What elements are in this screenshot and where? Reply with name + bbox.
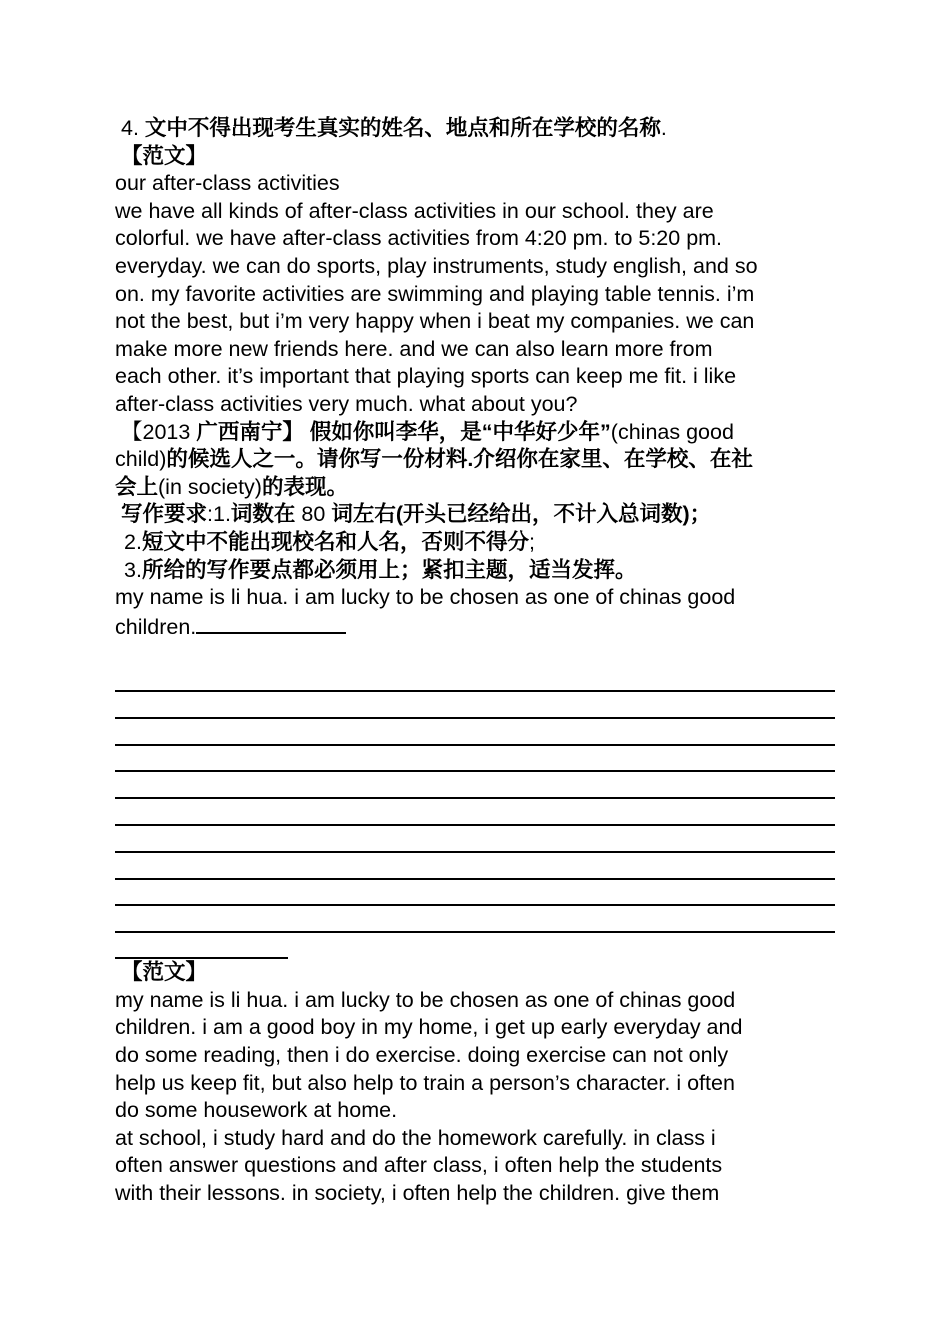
writing-requirement-2: 2.短文中不能出现校名和人名，否则不得分; — [124, 529, 535, 554]
essay-line: we have all kinds of after-class activities in our school. they are — [115, 198, 714, 223]
answer-line[interactable] — [115, 719, 835, 746]
answer-blank[interactable] — [196, 612, 346, 634]
requirement-4-text: 文中不得出现考生真实的姓名、地点和所在学校的名称 — [144, 116, 661, 140]
essay-line: often answer questions and after class, i often help the students — [115, 1153, 723, 1178]
essay-line: not the best, but i’m very happy when i beat my companies. we can — [115, 309, 755, 334]
answer-line[interactable] — [115, 826, 835, 853]
essay-line: at school, i study hard and do the homework carefully. in class i — [115, 1125, 716, 1150]
essay-line: my name is li hua. i am lucky to be chosen as one of chinas good — [115, 987, 736, 1012]
task-line-1: 【2013 广西南宁】 假如你叫李华，是“中华好少年”(chinas good — [121, 419, 734, 444]
essay-start-line-1: my name is li hua. i am lucky to be chosen as one of chinas good — [115, 585, 736, 610]
writing-requirement-3: 3.所给的写作要点都必须用上；紧扣主题，适当发挥。 — [124, 557, 637, 582]
essay-line: children. i am a good boy in my home, i get up early everyday and — [115, 1015, 743, 1040]
essay-line: with their lessons. in society, i often help the children. give them — [115, 1181, 720, 1205]
sample-essay-2-header: 【范文】 — [121, 960, 208, 985]
answer-line[interactable] — [115, 853, 835, 880]
answer-line[interactable] — [115, 746, 835, 773]
essay-line: help us keep fit, but also help to train a person’s character. i often — [115, 1070, 735, 1095]
sample-essay-1-header: 【范文】 — [121, 143, 208, 168]
essay-line: do some reading, then i do exercise. doing exercise can not only — [115, 1043, 729, 1068]
task-prompt — [115, 419, 837, 502]
essay-line: on. my favorite activities are swimming and playing table tennis. i’m — [115, 281, 755, 306]
answer-line[interactable] — [115, 692, 835, 719]
answer-line[interactable] — [115, 665, 835, 692]
writing-requirement-1: 写作要求:1.词数在 80 词左右(开头已经给出，不计入总词数)； — [121, 502, 712, 527]
essay-line: do some housework at home. — [115, 1098, 398, 1123]
essay-line: make more new friends here. and we can also learn more from — [115, 336, 713, 361]
document-content — [115, 115, 837, 1208]
sample-essay-2-body — [115, 987, 837, 1208]
answer-line-short[interactable] — [115, 933, 288, 959]
task-line-2: child)的候选人之一。请你写一份材料.介绍你在家里、在学校、在社 — [115, 447, 753, 472]
essay-line: everyday. we can do sports, play instruments, study english, and so — [115, 253, 758, 278]
requirement-4-end: . — [660, 116, 667, 140]
essay-start-line-2: children. — [115, 612, 837, 640]
essay-line: each other. it’s important that playing sports can keep me fit. i like — [115, 364, 737, 389]
answer-line[interactable] — [115, 799, 835, 826]
answer-line[interactable] — [115, 772, 835, 799]
answer-line[interactable] — [115, 906, 835, 933]
requirement-4 — [115, 115, 837, 143]
answer-lines — [115, 665, 837, 959]
task-line-3: 会上(in society)的表现。 — [115, 474, 348, 499]
essay-line: after-class activities very much. what about you? — [115, 391, 578, 416]
essay-line: colorful. we have after-class activities from 4:20 pm. to 5:20 pm. — [115, 226, 723, 251]
sample-essay-1-body — [115, 198, 837, 419]
sample-essay-1-title: our after-class activities — [115, 171, 340, 196]
requirement-4-number: 4. — [121, 116, 145, 140]
writing-requirements — [115, 501, 837, 584]
answer-line[interactable] — [115, 880, 835, 907]
